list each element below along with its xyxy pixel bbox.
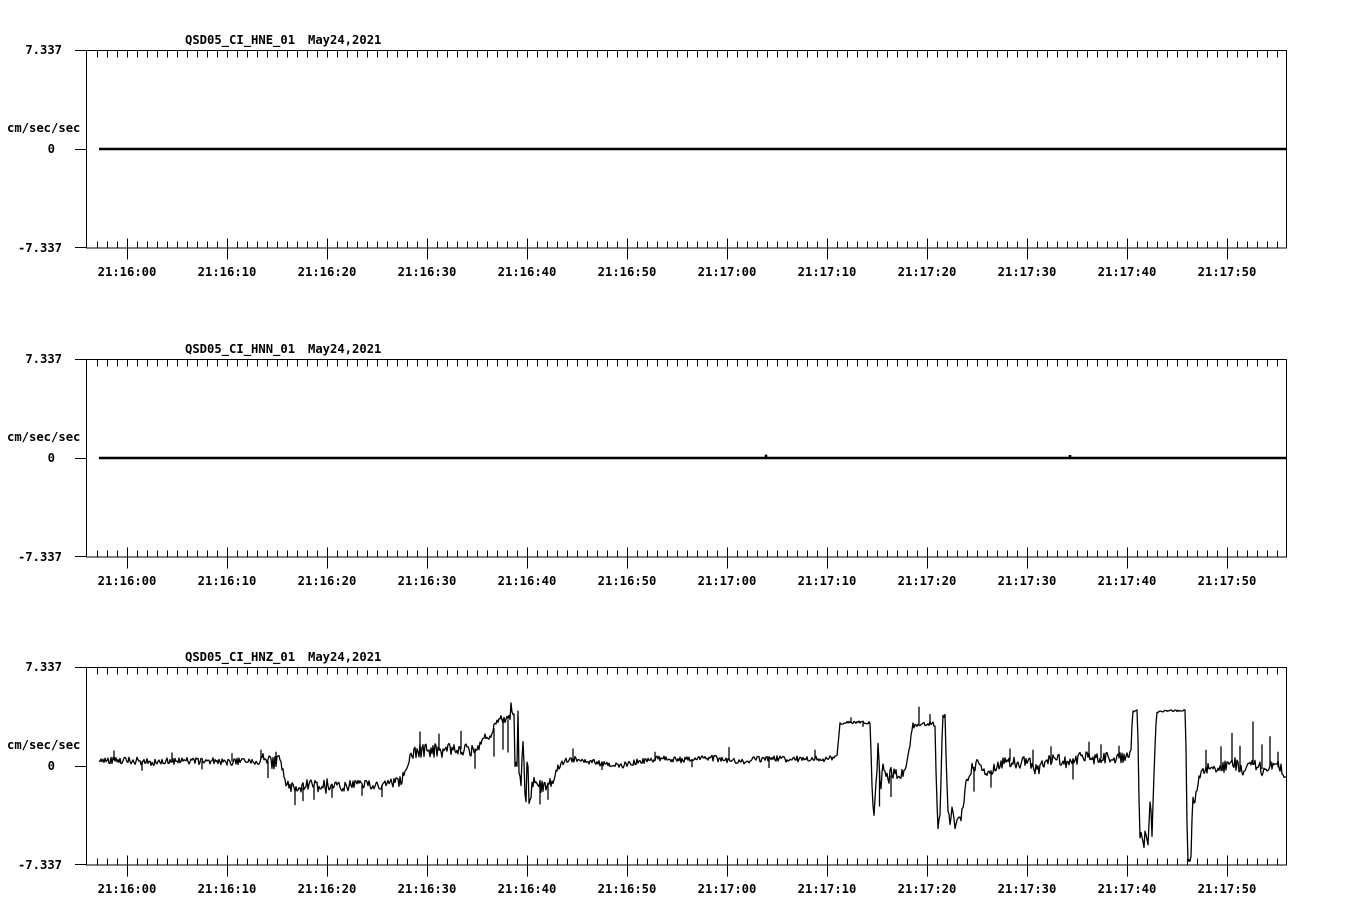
x-tick-label: 21:16:30 (397, 265, 457, 279)
x-tick-label: 21:17:20 (897, 265, 957, 279)
x-tick-label: 21:17:00 (697, 882, 757, 896)
panel-title: QSD05_CI_HNE_01 (185, 33, 296, 47)
y-ticks (75, 51, 87, 248)
x-tick-label: 21:17:50 (1197, 574, 1257, 588)
waveform-trace-HNZ (99, 703, 1286, 862)
y-axis-units-label: cm/sec/sec (7, 430, 81, 444)
y-tick-label: -7.337 (17, 858, 62, 872)
x-tick-label: 21:17:20 (897, 882, 957, 896)
x-tick-label: 21:17:30 (997, 574, 1057, 588)
x-tick-label: 21:16:10 (197, 574, 257, 588)
x-tick-label: 21:16:40 (497, 882, 557, 896)
panel-HNE (7, 33, 1287, 279)
x-tick-label: 21:16:50 (597, 574, 657, 588)
x-tick-label: 21:16:30 (397, 882, 457, 896)
y-tick-label: -7.337 (17, 550, 62, 564)
x-tick-label: 21:17:30 (997, 882, 1057, 896)
x-tick-label: 21:17:50 (1197, 265, 1257, 279)
x-tick-label: 21:16:20 (297, 265, 357, 279)
x-tick-label: 21:17:40 (1097, 882, 1157, 896)
panel-date: May24,2021 (308, 33, 382, 47)
x-tick-label: 21:16:00 (97, 574, 157, 588)
x-tick-label: 21:16:50 (597, 882, 657, 896)
x-tick-label: 21:16:30 (397, 574, 457, 588)
x-tick-label: 21:16:10 (197, 882, 257, 896)
x-tick-label: 21:16:20 (297, 882, 357, 896)
x-tick-label: 21:17:20 (897, 574, 957, 588)
x-minor-ticks-top (98, 51, 1278, 58)
x-tick-label: 21:17:00 (697, 265, 757, 279)
plot-frame (87, 668, 1287, 866)
y-ticks (75, 668, 87, 865)
x-tick-label: 21:16:00 (97, 882, 157, 896)
x-tick-label: 21:16:10 (197, 265, 257, 279)
y-tick-label: 0 (47, 142, 55, 156)
x-tick-label: 21:16:50 (597, 265, 657, 279)
y-tick-label: 0 (47, 759, 55, 773)
x-tick-label: 21:17:10 (797, 265, 857, 279)
x-tick-label: 21:16:00 (97, 265, 157, 279)
y-tick-label: -7.337 (17, 241, 62, 255)
x-tick-label: 21:17:50 (1197, 882, 1257, 896)
x-tick-label: 21:17:30 (997, 265, 1057, 279)
y-tick-label: 0 (47, 451, 55, 465)
x-minor-ticks-bottom (98, 551, 1278, 557)
x-tick-label: 21:16:20 (297, 574, 357, 588)
x-tick-label: 21:17:00 (697, 574, 757, 588)
x-tick-label: 21:17:10 (797, 882, 857, 896)
panel-title: QSD05_CI_HNZ_01 (185, 650, 296, 664)
x-minor-ticks-top (98, 668, 1278, 675)
x-tick-label: 21:17:40 (1097, 574, 1157, 588)
y-axis-units-label: cm/sec/sec (7, 121, 81, 135)
x-minor-ticks-top (98, 360, 1278, 367)
x-tick-label: 21:17:10 (797, 574, 857, 588)
y-ticks (75, 360, 87, 557)
y-tick-label: 7.337 (25, 660, 62, 674)
panel-HNZ (7, 650, 1287, 896)
y-tick-label: 7.337 (25, 352, 62, 366)
panel-date: May24,2021 (308, 342, 382, 356)
x-tick-label: 21:17:40 (1097, 265, 1157, 279)
y-axis-units-label: cm/sec/sec (7, 738, 81, 752)
x-minor-ticks-bottom (98, 859, 1278, 865)
y-tick-label: 7.337 (25, 43, 62, 57)
x-minor-ticks-bottom (98, 242, 1278, 248)
x-tick-label: 21:16:40 (497, 265, 557, 279)
panel-date: May24,2021 (308, 650, 382, 664)
panel-title: QSD05_CI_HNN_01 (185, 342, 296, 356)
panel-HNN (7, 342, 1287, 588)
x-tick-label: 21:16:40 (497, 574, 557, 588)
